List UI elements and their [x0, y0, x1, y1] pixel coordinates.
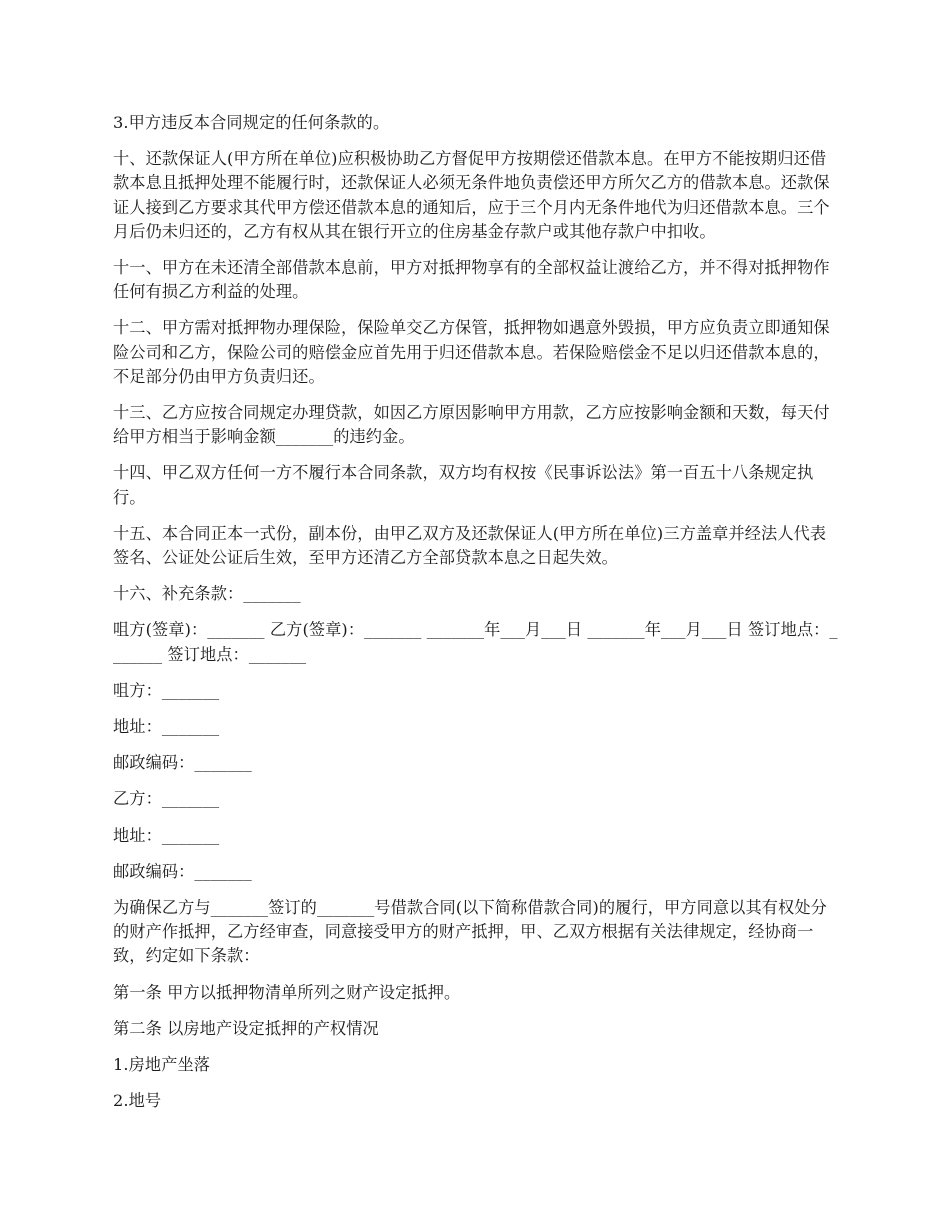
contract-preamble: 为确保乙方与_______签订的_______号借款合同(以下简称借款合同)的履行，甲方同意以其有权处分的财产作抵押，乙方经审查，同意接受甲方的财产抵押，甲、乙双方根据有关法律规定，经协商一致，约定如下条款： — [113, 898, 827, 966]
clause-11-rights-transfer: 十一、甲方在未还清全部借款本息前，甲方对抵押物享有的全部权益让渡给乙方，并不得对抵押物作任何有损乙方利益的处理。 — [113, 258, 830, 302]
clause-13-loan-penalty: 十三、乙方应按合同规定办理贷款，如因乙方原因影响甲方用款，乙方应按影响金额和天数，每天付给甲方相当于影响金额_______的违约金。 — [113, 403, 830, 447]
party-b-postcode: 邮政编码：_______ — [113, 861, 252, 881]
party-b-name: 乙方：_______ — [113, 789, 220, 809]
clause-15-validity: 十五、本合同正本一式份，副本份，由甲乙双方及还款保证人(甲方所在单位)三方盖章并经法人代表签名、公证处公证后生效，至甲方还清乙方全部贷款本息之日起失效。 — [113, 523, 827, 568]
article-2-item-2: 2.地号 — [113, 1091, 162, 1111]
signature-block: 咀方(签章)：_______ 乙方(签章)：_______ _______年___月___日 _______年___月___日 签订地点：_______ 签订地点：_______ — [113, 620, 838, 664]
party-a-address: 地址：_______ — [113, 717, 220, 737]
clause-3-item: 3.甲方违反本合同规定的任何条款的。 — [113, 113, 390, 132]
document-body — [113, 111, 839, 1126]
clause-14-breach: 十四、甲乙双方任何一方不履行本合同条款，双方均有权按《民事诉讼法》第一百五十八条规定执行。 — [113, 463, 814, 507]
article-1: 第一条 甲方以抵押物清单所列之财产设定抵押。 — [113, 982, 461, 1002]
party-a-name: 咀方：_______ — [113, 680, 220, 700]
clause-10-guarantor: 十、还款保证人(甲方所在单位)应积极协助乙方督促甲方按期偿还借款本息。在甲方不能按期归还借款本息且抵押处理不能履行时，还款保证人必须无条件地负责偿还甲方所欠乙方的借款本息。还款保证人接到乙方要求其代甲方偿还借款本息的通知后，应于三个月内无条件地代为归还借款本息。三个月后仍未归还的，乙方有权从其在银行开立的住房基金存款户或其他存款户中扣收。 — [113, 149, 830, 241]
clause-16-supplementary: 十六、补充条款：_______ — [113, 584, 301, 604]
article-2-item-1: 1.房地产坐落 — [113, 1055, 211, 1075]
party-a-postcode: 邮政编码：_______ — [113, 753, 252, 773]
party-b-address: 地址：_______ — [113, 825, 220, 845]
clause-12-insurance: 十二、甲方需对抵押物办理保险，保险单交乙方保管，抵押物如遇意外毁损，甲方应负责立即通知保险公司和乙方，保险公司的赔偿金应首先用于归还借款本息。若保险赔偿金不足以归还借款本息的，不足部分仍由甲方负责归还。 — [113, 318, 830, 386]
article-2: 第二条 以房地产设定抵押的产权情况 — [113, 1018, 379, 1038]
